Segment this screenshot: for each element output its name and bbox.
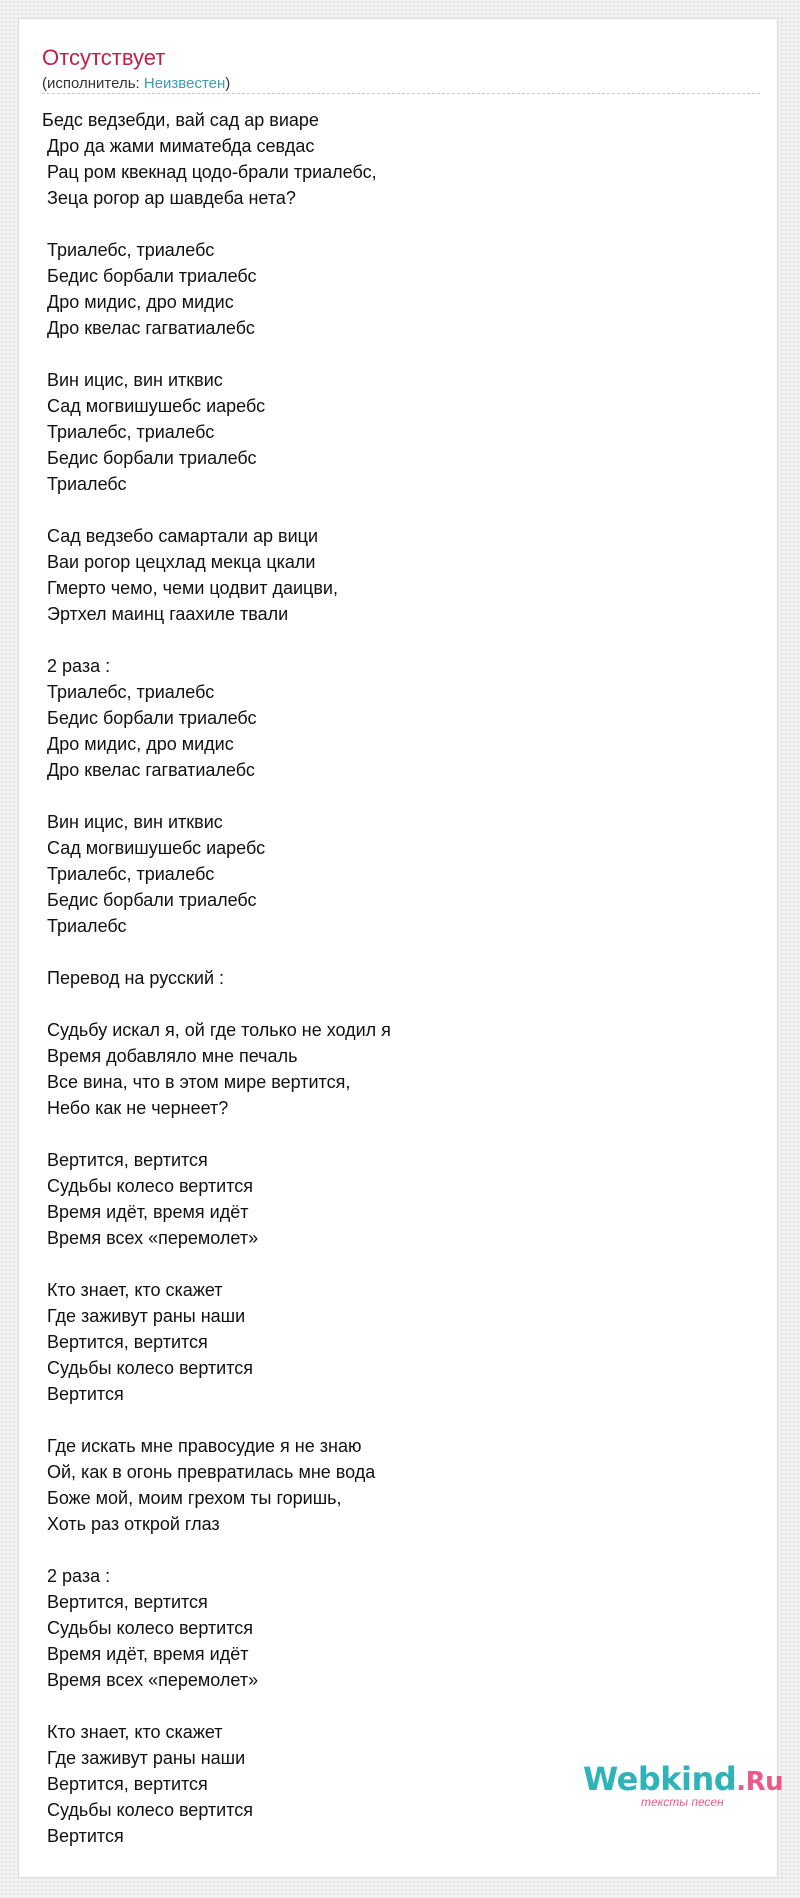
artist-suffix: )	[225, 75, 231, 92]
lyrics-text: Бедс ведзебди, вай сад ар виаре Дро да жами миматебда севдас Рац ром квекнад цодо-брали триалебс, Зеца рогор ар шавдеба нета? Триалебс, триалебс Бедис борбали триалебс Дро мидис, дро мидис Дро квелас гагватиалебс Вин ицис, вин итквис Сад могвишушебс иаребс Триалебс, триалебс Бедис борбали триалебс Триалебс Сад ведзебо самартали ар вици Ваи рогор цецхлад мекца цкали Гмерто чемо, чеми цодвит даицви, Эртхел маинц гаахиле твали 2 раза : Триалебс, триалебс Бедис борбали триалебс Дро мидис, дро мидис Дро квелас гагватиалебс Вин ицис, вин итквис Сад могвишушебс иаребс Триалебс, триалебс Бедис борбали триалебс Триалебс Перевод на русский : Судьбу искал я, ой где только не ходил я Время добавляло мне печаль Все вина, что в этом мире вертится, Небо как не чернеет? Вертится, вертится Судьбы колесо вертится Время идёт, время идёт Время всех «перемолет» Кто знает, кто скажет Где заживут раны наши Вертится, вертится Судьбы колесо вертится Вертится Где искать мне правосудие я не знаю Ой, как в огонь превратилась мне вода Боже мой, моим грехом ты горишь, Хоть раз открой глаз 2 раза : Вертится, вертится Судьбы колесо вертится Время идёт, время идёт Время всех «перемолет» Кто знает, кто скажет Где заживут раны наши Вертится, вертится Судьбы колесо вертится Вертится	[42, 110, 391, 1846]
logo-tld: .Ru	[736, 1767, 784, 1797]
artist-prefix: (исполнитель:	[42, 75, 144, 92]
logo-brand: Webkind	[583, 1760, 737, 1798]
artist-link[interactable]: Неизвестен	[143, 75, 226, 92]
title-divider	[42, 93, 760, 94]
lyrics-card	[18, 18, 784, 1878]
song-title: Отсутствует	[42, 45, 166, 70]
logo-tagline: тексты песен	[641, 1795, 724, 1809]
artist-line	[42, 74, 230, 94]
webkind-logo	[583, 1759, 784, 1815]
